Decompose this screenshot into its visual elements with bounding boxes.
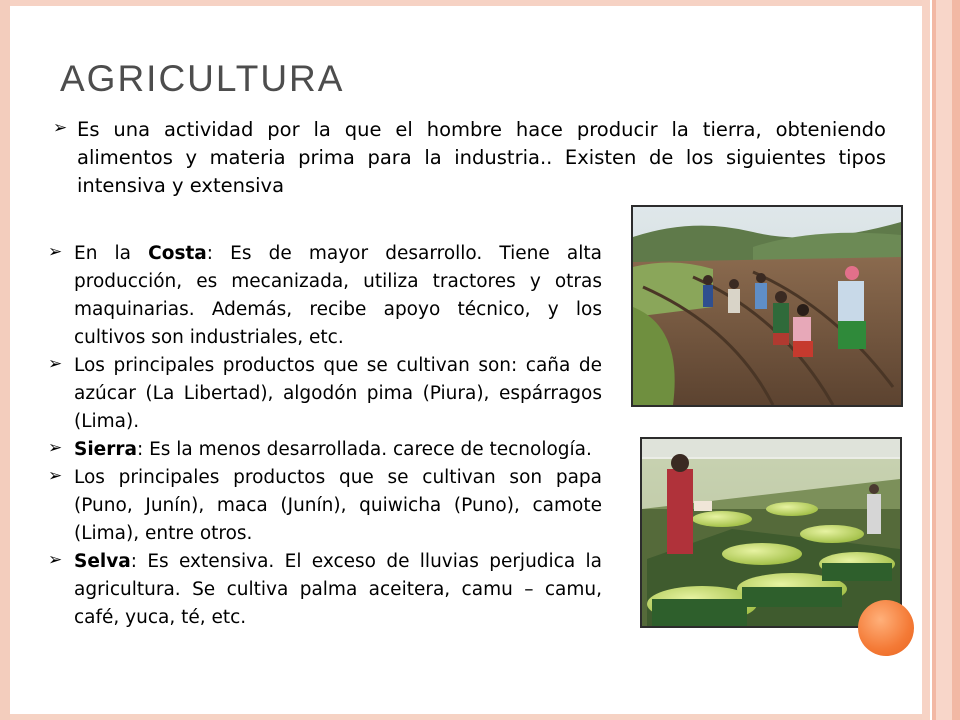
field-workers-illustration	[633, 207, 901, 405]
list-item	[48, 548, 608, 632]
item-keyword: Selva	[74, 551, 131, 572]
slide-frame-left	[0, 0, 10, 720]
arrow-bullet-icon: ➢	[48, 354, 63, 374]
arrow-bullet-icon: ➢	[48, 438, 63, 458]
slide-frame-top	[10, 0, 922, 6]
list-item-text	[74, 464, 602, 548]
list-item	[48, 436, 608, 464]
intro-paragraph	[53, 116, 886, 200]
bullet-list	[48, 240, 608, 632]
grape-packing-illustration	[642, 439, 900, 626]
item-body: Los principales productos que se cultivan son papa (Puno, Junín), maca (Junín), quiwicha (Puno), camote (Lima), entre otros.	[74, 467, 602, 544]
item-body: : Es la menos desarrollada. carece de tecnología.	[136, 439, 592, 460]
slide-frame-right	[922, 0, 960, 720]
arrow-bullet-icon: ➢	[48, 242, 63, 262]
item-body: : Es de mayor desarrollo. Tiene alta producción, es mecanizada, utiliza tractores y otras maquinarias. Además, recibe apoyo técnico, y los cultivos son industriales, etc.	[74, 243, 602, 348]
item-prefix: En la	[74, 243, 149, 264]
list-item-text	[74, 240, 602, 352]
item-keyword: Sierra	[74, 439, 137, 460]
field-workers-photo	[631, 205, 903, 407]
intro-text: Es una actividad por la que el hombre hace producir la tierra, obteniendo alimentos y materia prima para la industria.. Existen de los siguientes tipos intensiva y extensiva	[77, 118, 886, 197]
orange-circle-decoration	[858, 600, 914, 656]
list-item-text	[74, 352, 602, 436]
arrow-bullet-icon: ➢	[48, 550, 63, 570]
list-item-text	[74, 548, 602, 632]
arrow-bullet-icon: ➢	[48, 466, 63, 486]
list-item	[48, 240, 608, 352]
list-item	[48, 464, 608, 548]
item-body: Los principales productos que se cultivan son: caña de azúcar (La Libertad), algodón pima (Piura), espárragos (Lima).	[74, 355, 602, 432]
arrow-bullet-icon: ➢	[53, 118, 68, 138]
slide-frame-bottom	[10, 714, 922, 720]
item-body: : Es extensiva. El exceso de lluvias perjudica la agricultura. Se cultiva palma aceitera, camu – camu, café, yuca, té, etc.	[74, 551, 602, 628]
list-item-text	[74, 436, 602, 464]
grape-packing-photo	[640, 437, 902, 628]
item-keyword: Costa	[148, 243, 207, 264]
list-item	[48, 352, 608, 436]
slide-title: AGRICULTURA	[60, 58, 345, 99]
